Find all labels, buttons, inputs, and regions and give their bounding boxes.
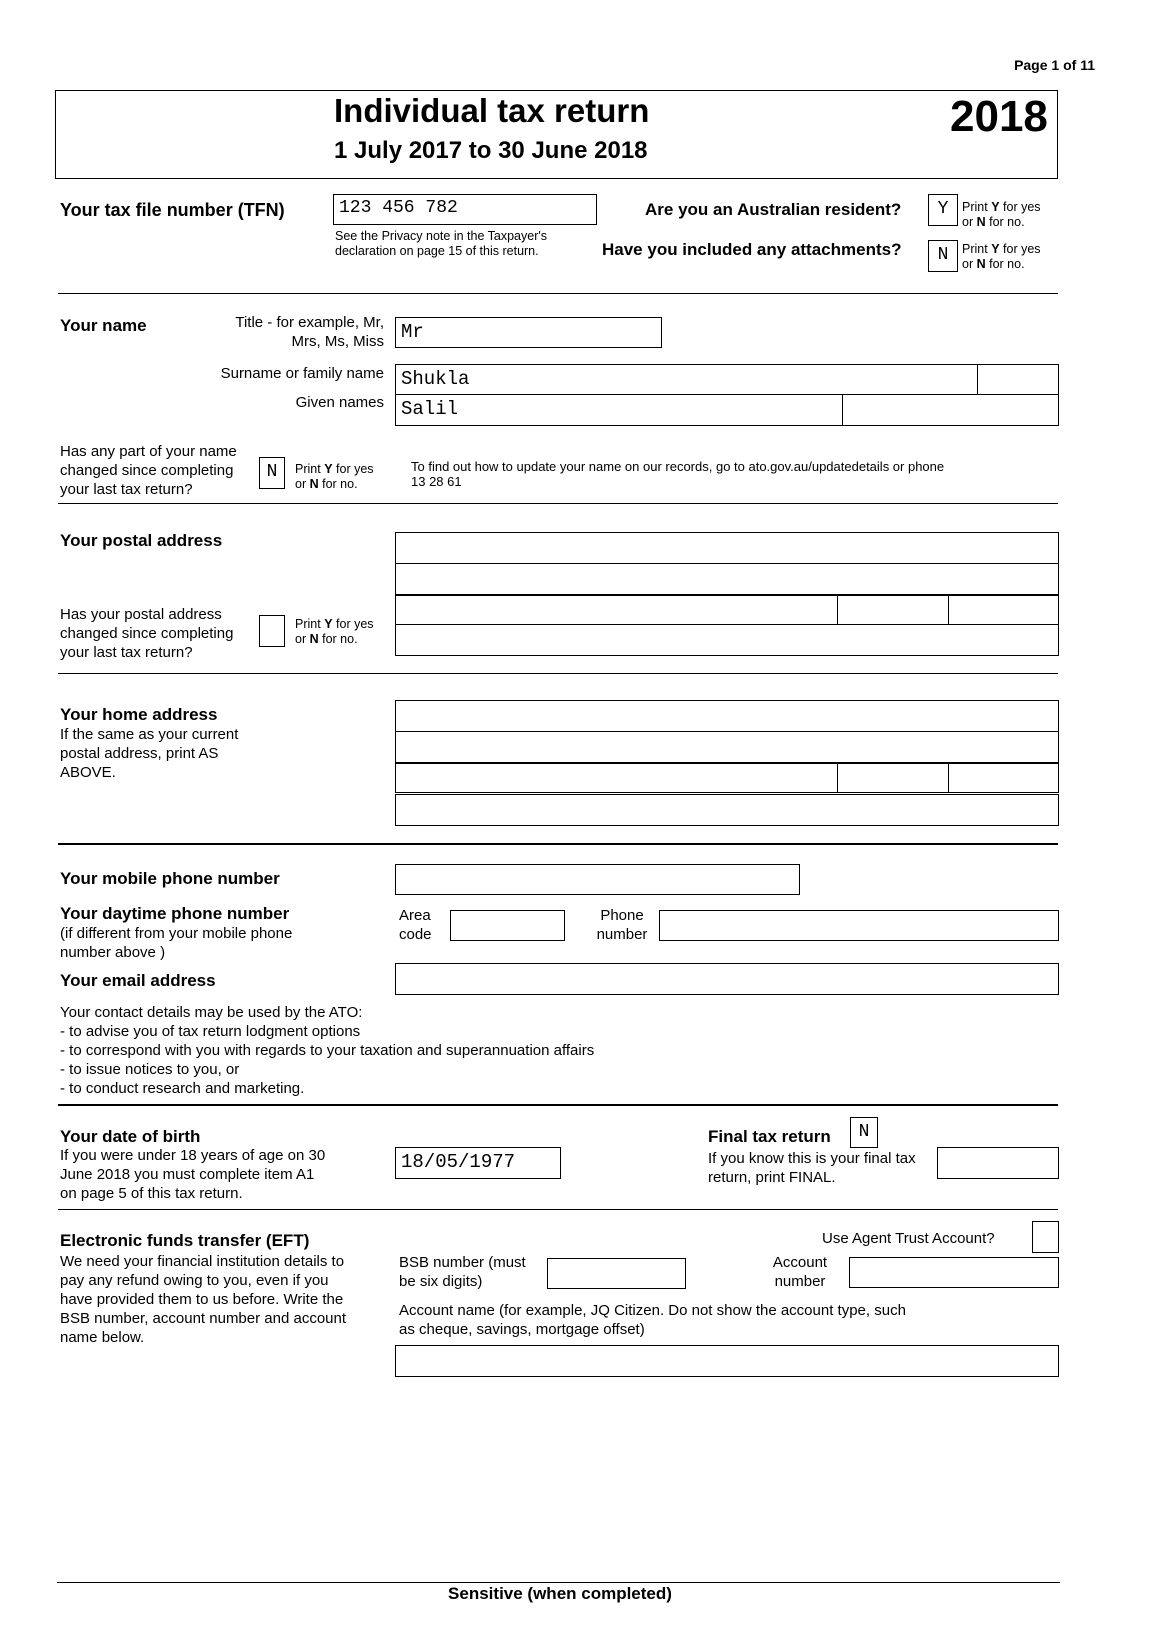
contact-usage-note	[60, 1003, 594, 1098]
eft-label: Electronic funds transfer (EFT)	[60, 1231, 310, 1250]
contact-usage-line: Your contact details may be used by the ATO:	[60, 1004, 363, 1021]
bsb-label: BSB number (must be six digits)	[399, 1254, 526, 1290]
dob-input[interactable]: 18/05/1977	[395, 1147, 561, 1179]
page-number: Page 1 of 11	[1014, 57, 1095, 73]
postal-changed-hint: Print Y for yes or N for no.	[295, 617, 374, 646]
final-return-label: Final tax return	[708, 1127, 831, 1146]
postal-changed-input[interactable]	[259, 615, 285, 647]
final-return-note: If you know this is your final tax return, print FINAL.	[708, 1150, 916, 1186]
contact-usage-line: - to advise you of tax return lodgment options	[60, 1023, 361, 1040]
resident-input[interactable]: Y	[928, 194, 958, 226]
divider	[58, 1104, 1058, 1106]
form-title: Individual tax return	[334, 92, 650, 129]
title-label: Title - for example, Mr, Mrs, Ms, Miss	[235, 314, 384, 350]
postal-address-line-1[interactable]	[395, 532, 1059, 564]
phone-number-input[interactable]	[659, 910, 1059, 941]
agent-trust-input[interactable]	[1032, 1221, 1059, 1253]
footer-divider	[57, 1582, 1060, 1583]
home-state-input[interactable]	[837, 763, 949, 793]
name-changed-question: Has any part of your name changed since completing your last tax return?	[60, 443, 237, 498]
given-names-extra-box[interactable]	[842, 394, 1059, 426]
area-code-input[interactable]	[450, 910, 565, 941]
contact-usage-line: - to conduct research and marketing.	[60, 1080, 305, 1097]
divider	[58, 673, 1058, 674]
tfn-label: Your tax file number (TFN)	[60, 200, 285, 220]
divider	[58, 843, 1058, 845]
home-address-note: If the same as your current postal address, print AS ABOVE.	[60, 726, 239, 781]
account-name-input[interactable]	[395, 1345, 1059, 1377]
footer-text: Sensitive (when completed)	[448, 1584, 672, 1603]
contact-usage-line: - to correspond with you with regards to your taxation and superannuation affairs	[60, 1042, 595, 1059]
email-input[interactable]	[395, 963, 1059, 995]
divider	[58, 503, 1058, 504]
resident-question: Are you an Australian resident?	[645, 200, 902, 219]
mobile-phone-input[interactable]	[395, 864, 800, 895]
postal-address-label: Your postal address	[60, 531, 223, 550]
surname-label: Surname or family name	[220, 365, 384, 382]
divider	[58, 293, 1058, 294]
home-postcode-input[interactable]	[948, 763, 1059, 793]
email-label: Your email address	[60, 971, 216, 990]
given-names-input[interactable]: Salil	[395, 394, 1059, 426]
tfn-input[interactable]: 123 456 782	[333, 194, 597, 225]
eft-note: We need your financial institution details to pay any refund owing to you, even if you have provided them to us before. Write the BSB number, account number and account name below.	[60, 1253, 347, 1346]
attachments-hint: Print Y for yes or N for no.	[962, 242, 1041, 271]
postal-suburb-input[interactable]	[395, 595, 838, 625]
postal-state-input[interactable]	[837, 595, 949, 625]
mobile-phone-label: Your mobile phone number	[60, 869, 280, 888]
attachments-input[interactable]: N	[928, 240, 958, 272]
home-address-line-2[interactable]	[395, 731, 1059, 763]
daytime-phone-label: Your daytime phone number	[60, 904, 290, 923]
name-changed-hint: Print Y for yes or N for no.	[295, 462, 374, 491]
surname-extra-box[interactable]	[977, 364, 1059, 395]
dob-label: Your date of birth	[60, 1127, 201, 1146]
agent-trust-label: Use Agent Trust Account?	[822, 1230, 995, 1247]
home-suburb-input[interactable]	[395, 763, 838, 793]
contact-usage-line: - to issue notices to you, or	[60, 1061, 240, 1078]
daytime-phone-note: (if different from your mobile phone number above )	[60, 925, 293, 961]
postal-address-line-2[interactable]	[395, 563, 1059, 595]
dob-note: If you were under 18 years of age on 30 June 2018 you must complete item A1 on page 5 of this tax return.	[60, 1147, 326, 1202]
home-address-line-1[interactable]	[395, 700, 1059, 732]
account-number-input[interactable]	[849, 1257, 1059, 1288]
postal-changed-question: Has your postal address changed since completing your last tax return?	[60, 606, 234, 661]
name-label: Your name	[60, 316, 147, 335]
form-year: 2018	[950, 92, 1048, 141]
home-country-input[interactable]	[395, 794, 1059, 826]
postal-postcode-input[interactable]	[948, 595, 1059, 625]
final-return-input[interactable]	[937, 1147, 1059, 1179]
account-number-label: Account number	[772, 1254, 828, 1290]
final-return-flag[interactable]: N	[850, 1117, 878, 1148]
given-names-label: Given names	[295, 394, 384, 411]
postal-country-input[interactable]	[395, 624, 1059, 656]
attachments-question: Have you included any attachments?	[602, 240, 902, 259]
area-code-label: Area code	[399, 907, 432, 943]
name-update-info: To find out how to update your name on our records, go to ato.gov.au/updatedetails or phone 13 28 61	[411, 459, 945, 489]
form-period: 1 July 2017 to 30 June 2018	[334, 137, 648, 164]
title-input[interactable]: Mr	[395, 317, 662, 348]
tfn-privacy-note: See the Privacy note in the Taxpayer's declaration on page 15 of this return.	[335, 229, 547, 258]
resident-hint: Print Y for yes or N for no.	[962, 200, 1041, 229]
home-address-label: Your home address	[60, 705, 218, 724]
bsb-input[interactable]	[547, 1258, 686, 1289]
surname-input[interactable]: Shukla	[395, 364, 1059, 395]
account-name-label: Account name (for example, JQ Citizen. Do not show the account type, such as cheque, savings, mortgage offset)	[399, 1302, 906, 1338]
phone-number-label: Phone number	[596, 907, 648, 943]
divider	[58, 1209, 1058, 1210]
name-changed-input[interactable]: N	[259, 457, 285, 489]
